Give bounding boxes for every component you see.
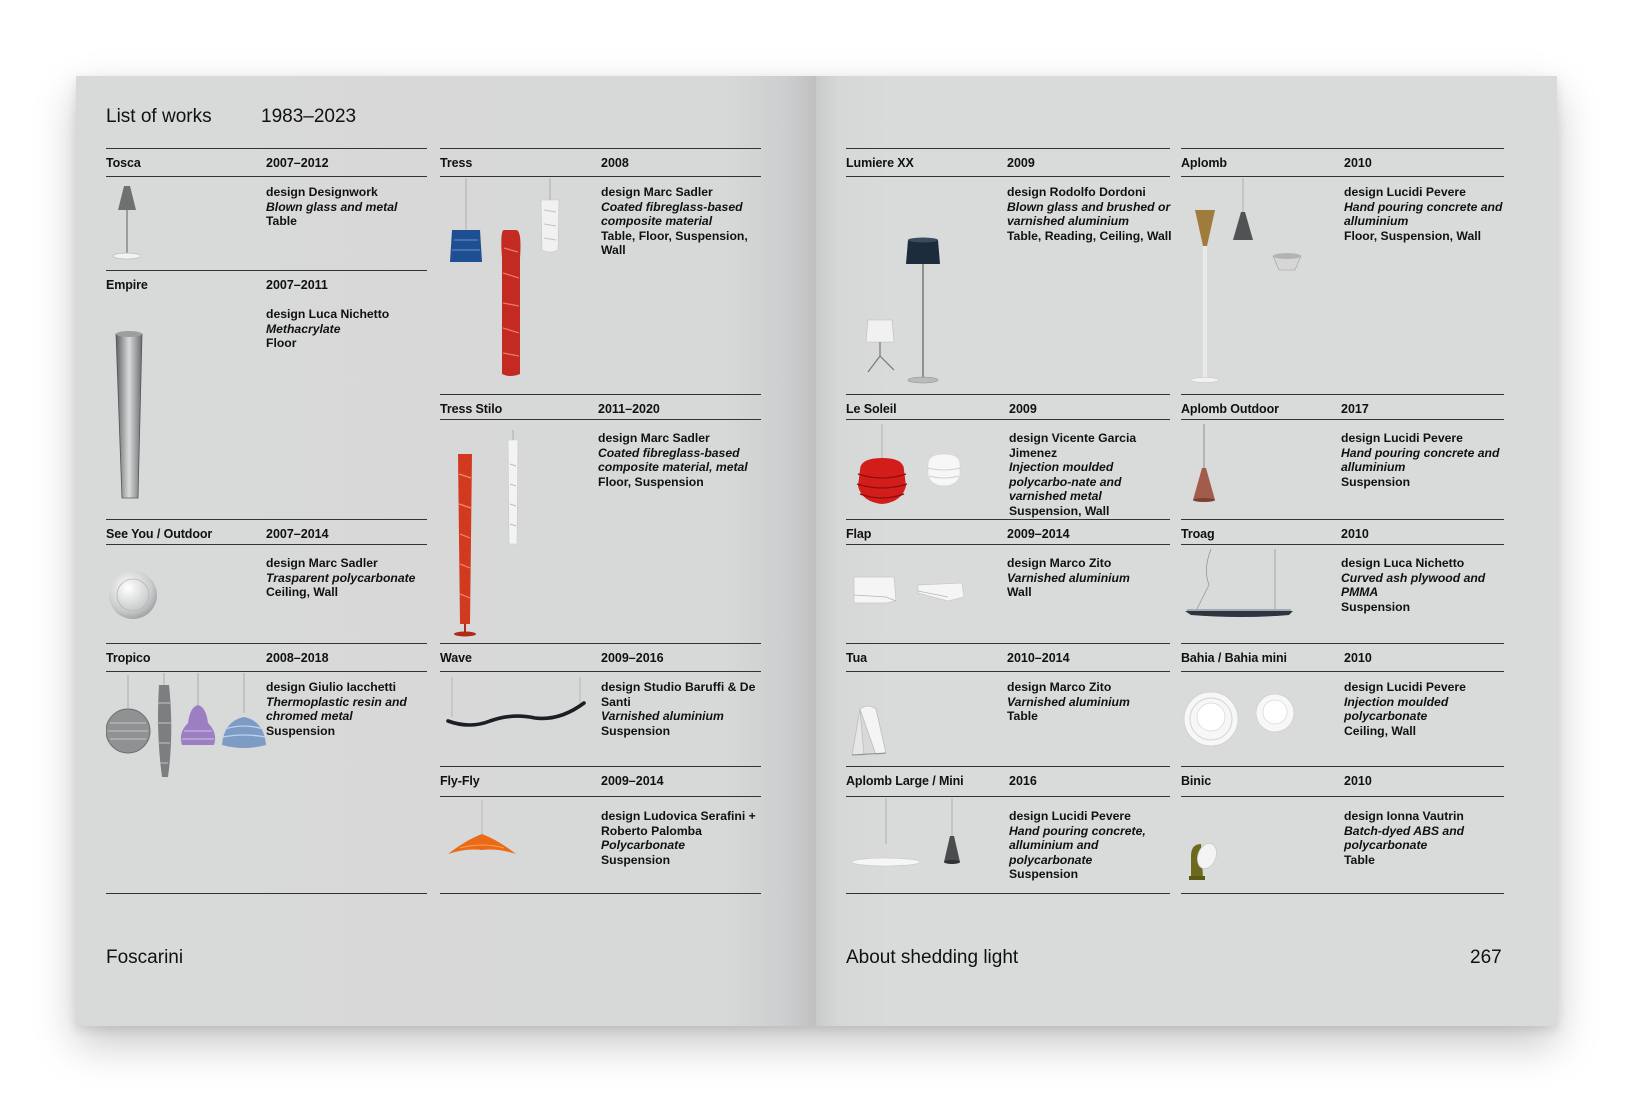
work-years: 2010 [1341,527,1369,541]
work-years: 2010 [1344,156,1372,170]
work-description: design Marco Zito Varnished aluminium Wall [1007,556,1130,600]
aplomb-large-mini-lamps-image [846,796,976,886]
tress-lamps-image [440,178,590,393]
tosca-lamp-image [106,178,186,268]
work-name: Aplomb [1181,156,1227,170]
aplomb-outdoor-lamp-image [1181,424,1261,514]
work-years: 2017 [1341,402,1369,416]
work-description: design Rodolfo Dordoni Blown glass and brushed or varnished aluminium Table, Reading, Ceiling, Wall [1007,185,1172,243]
see-you-lamp-image [106,549,186,639]
lumiere-xx-lamps-image [846,178,966,393]
list-item [1181,148,1504,392]
work-name: Binic [1181,774,1212,788]
work-description: design Marc Sadler Trasparent polycarbonate Ceiling, Wall [266,556,416,600]
bahia-lamps-image [1181,673,1311,763]
binic-lamp-image [1181,796,1261,886]
work-description: design Lucidi Pevere Hand pouring concrete and alluminium Floor, Suspension, Wall [1344,185,1503,243]
work-name: Empire [106,278,148,292]
fly-fly-lamp-image [440,796,540,886]
work-description: design Lucidi Pevere Injection moulded polycarbonate Ceiling, Wall [1344,680,1466,738]
list-item [846,148,1170,392]
empire-lamp-image [106,306,186,506]
page-number: 267 [1470,947,1502,968]
list-item [1181,766,1504,892]
list-item [106,519,427,641]
list-item [846,519,1170,641]
work-description: design Luca Nichetto Curved ash plywood and PMMA Suspension [1341,556,1486,614]
right-page [816,76,1557,1026]
troag-lamp-image [1181,549,1311,639]
work-name: Flap [846,527,872,541]
work-years: 2009–2014 [601,774,664,788]
page-header [106,106,212,128]
work-years: 2009 [1007,156,1035,170]
work-description: design Marc Sadler Coated fibreglass-based composite material Table, Floor, Suspension, Wall [601,185,748,258]
work-description: design Lucidi Pevere Hand pouring concrete and alluminium Suspension [1341,431,1500,489]
work-name: Aplomb Large / Mini [846,774,964,788]
work-years: 2011–2020 [598,402,660,416]
list-item [106,643,427,893]
list-item [440,643,761,763]
work-years: 2016 [1009,774,1037,788]
work-years: 2009–2016 [601,651,664,665]
tropico-lamps-image [106,673,271,793]
work-name: Bahia / Bahia mini [1181,651,1287,665]
work-years: 2008 [601,156,629,170]
work-name: Tress [440,156,473,170]
work-years: 2007–2011 [266,278,328,292]
list-item [846,643,1170,763]
work-years: 2008–2018 [266,651,329,665]
work-years: 2009–2014 [1007,527,1070,541]
page-header-years [261,106,356,128]
list-years: 1983–2023 [261,106,357,127]
work-description: design Marc Sadler Coated fibreglass-based composite material, metal Floor, Suspension [598,431,748,489]
list-item [1181,519,1504,641]
list-item [440,394,761,640]
tua-lamp-image [846,673,936,763]
brand-footer: Foscarini [106,947,184,968]
work-years: 2010 [1344,774,1372,788]
work-years: 2010 [1344,651,1372,665]
work-years: 2007–2012 [266,156,329,170]
work-name: See You / Outdoor [106,527,213,541]
list-item [106,148,427,268]
work-name: Le Soleil [846,402,897,416]
work-name: Troag [1181,527,1215,541]
work-name: Tua [846,651,867,665]
work-description: design Ludovica Serafini + Roberto Palomba Polycarbonate Suspension [601,809,756,867]
le-soleil-lamps-image [846,424,976,514]
list-item [846,766,1170,892]
section-title-footer: About shedding light [846,947,1019,968]
list-item [106,270,427,516]
work-description: design Marco Zito Varnished aluminium Table [1007,680,1130,724]
work-years: 2007–2014 [266,527,329,541]
work-description: design Vicente Garcia Jimenez Injection moulded polycarbo-nate and varnished metal Suspension, Wall [1009,431,1137,518]
flap-lamps-image [846,549,976,639]
book-spread [76,76,1557,1026]
list-item [1181,394,1504,516]
work-description: design Giulio Iacchetti Thermoplastic resin and chromed metal Suspension [266,680,407,738]
list-title: List of works [106,106,212,127]
work-years: 2010–2014 [1007,651,1070,665]
work-description: design Designwork Blown glass and metal Table [266,185,398,229]
work-description: design Lucidi Pevere Hand pouring concrete, alluminium and polycarbonate Suspension [1009,809,1146,882]
work-name: Tosca [106,156,141,170]
wave-lamp-image [440,673,590,753]
aplomb-lamps-image [1181,178,1311,393]
work-name: Aplomb Outdoor [1181,402,1279,416]
work-name: Tress Stilo [440,402,503,416]
work-name: Wave [440,651,472,665]
work-description: design Luca Nichetto Methacrylate Floor [266,307,390,351]
list-item [440,148,761,392]
list-item [440,766,761,892]
work-name: Tropico [106,651,151,665]
work-name: Lumiere XX [846,156,914,170]
work-years: 2009 [1009,402,1037,416]
tress-stilo-lamps-image [440,424,540,640]
list-item [1181,643,1504,763]
work-description: design Ionna Vautrin Batch-dyed ABS and polycarbonate Table [1344,809,1465,867]
work-description: design Studio Baruffi & De Santi Varnished aluminium Suspension [601,680,756,738]
work-name: Fly-Fly [440,774,480,788]
left-page [76,76,816,1026]
list-item [846,394,1170,516]
